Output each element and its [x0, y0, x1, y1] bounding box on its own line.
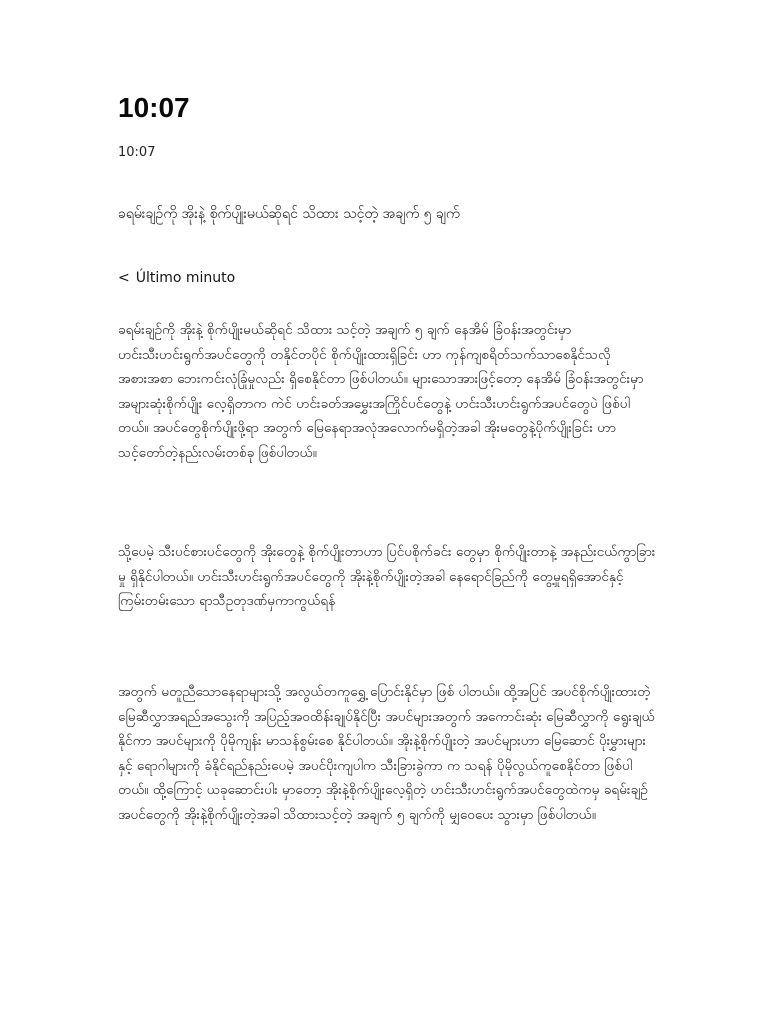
chevron-left-icon: <: [118, 270, 130, 286]
back-link-label: Último minuto: [135, 270, 236, 286]
clock-small: 10:07: [118, 145, 156, 160]
clock-large: 10:07: [118, 92, 190, 123]
article-headline: ခရမ်းချဉ်ကို အိုးနဲ့ စိုက်ပျိုးမယ်ဆိုရင် သိထား သင့်တဲ့ အချက် ၅ ချက်: [118, 206, 460, 222]
back-link-ultimo-minuto[interactable]: [118, 266, 235, 290]
article-paragraph-1: ခရမ်းချဉ်ကို အိုးနဲ့ စိုက်ပျိုးမယ်ဆိုရင် သိထား သင့်တဲ့ အချက် ၅ ချက် နေအိမ် ခြံဝန်းအတွင်းမှာ ဟင်းသီးဟင်းရွက်အပင်တွေကို တနိုင်တပိုင် စိုက်ပျိုးထားရှိခြင်း ဟာ ကုန်ကျစရိတ်သက်သာစေနိုင်သလို အစားအစာ ဘေးကင်းလုံခြုံမှုလည်း ရှိစေနိုင်တာ ဖြစ်ပါတယ်။ များသောအားဖြင့်တော့ နေအိမ် ခြံဝန်းအတွင်းမှာ အများဆုံးစိုက်ပျိုး လေ့ရှိတာက ကဲင် ဟင်းခတ်အမွှေးအကြိုင်ပင်တွေနဲ့ ဟင်းသီးဟင်းရွက်အပင်တွေပဲ ဖြစ်ပါတယ်။ အပင်တွေစိုက်ပျိုးဖို့ရာ အတွက် မြေနေရာအလုံအလောက်မရှိတဲ့အခါ အိုးမတွေနဲ့ပိုက်ပျိုးခြင်း ဟာ သင့်တော်တဲ့နည်းလမ်းတစ်ခု ဖြစ်ပါတယ်။: [118, 322, 644, 461]
article-paragraph-3: အတွက် မတူညီသောနေရာများသို့ အလွယ်တကူရွှေ့ ပြောင်းနိုင်မှာ ဖြစ် ပါတယ်။ ထို့အပြင် အပင်စိုက်ပျိုးထားတဲ့ မြေဆီလွှာအရည်အသွေးကို အပြည့်အဝထိန်းချုပ်နိုင်ပြီး အပင်များအတွက် အကောင်းဆုံး မြေဆီလွှာကို ရွေးချယ်နိုင်ကာ အပင်များကို ပိုမိုကျန်း မာသန်စွမ်းစေ နိုင်ပါတယ်။ အိုးနဲ့စိုက်ပျိုးတဲ့ အပင်များဟာ မြေဆောင် ပိုးမွှားများနှင့် ရောဂါများကို ခံနိုင်ရည်နည်းပေမဲ့ အပင်ပိုးကျပါက သီးခြားခွဲကာ က သရန် ပိုမိုလွယ်ကူစေနိုင်တာ ဖြစ်ပါတယ်။ ထို့ကြောင့် ယခုဆောင်းပါး မှာတော့ အိုးနဲ့စိုက်ပျိုးလေ့ရှိတဲ့ ဟင်းသီးဟင်းရွက်အပင်တွေထဲကမှ ခရမ်းချဉ်အပင်တွေကို အိုးနဲ့စိုက်ပျိုးတဲ့အခါ သိထားသင့်တဲ့ အချက် ၅ ချက်ကို မျှဝေပေး သွားမှာ ဖြစ်ပါတယ်။: [118, 684, 655, 823]
article-paragraph-2: သို့ပေမဲ့ သီးပင်စားပင်တွေကို အိုးတွေနဲ့ စိုက်ပျိုးတာဟာ ပြင်ပစိုက်ခင်း တွေမှာ စိုက်ပျိုးတာနဲ့ အနည်းငယ်ကွာခြားမှု ရှိနိုင်ပါတယ်။ ဟင်းသီးဟင်းရွက်အပင်တွေကို အိုးနဲ့စိုက်ပျိုးတဲ့အခါ နေရောင်ခြည်ကို တွေ့မှုရရှိအောင်နှင့် ကြမ်းတမ်းသော ရာသီဥတုဒဏ်မှကာကွယ်ရန်: [118, 544, 656, 609]
